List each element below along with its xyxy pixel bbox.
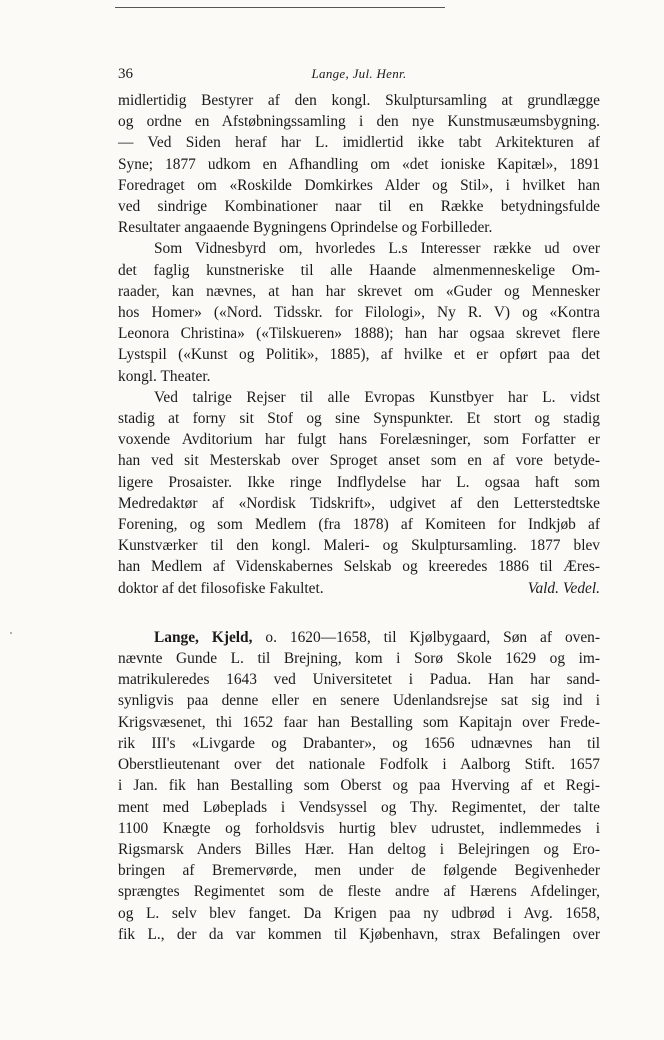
text-line: Krigsvæsenet, thi 1652 faar han Bestalling som Kapitajn over Frede- bbox=[118, 713, 600, 731]
text-line: 1100 Knægte og forholdsvis hurtig blev udrustet, indlemmedes i bbox=[118, 819, 600, 837]
text-line: ved sindrige Kombinationer naar til en Række betydningsfulde bbox=[118, 198, 600, 216]
text-line: Foredraget om «Roskilde Domkirkes Alder og Stil», i hvilket han bbox=[118, 176, 600, 194]
ink-speck bbox=[10, 632, 12, 634]
text-line: hos Homer» («Nord. Tidsskr. for Filologi», Ny R. V) og «Kontra bbox=[118, 304, 600, 322]
entry-headword: Lange, Kjeld, bbox=[154, 628, 253, 646]
entry-lange-jul-henr bbox=[118, 90, 600, 599]
text-line: han Medlem af Videnskabernes Selskab og kreeredes 1886 til Æres- bbox=[118, 558, 600, 576]
text-line: Kunstværker til den kongl. Maleri- og Skulptursamling. 1877 blev bbox=[118, 537, 600, 555]
text-line: Lystspil («Kunst og Politik», 1885), af hvilke et er opført paa det bbox=[118, 346, 600, 364]
text-line: bringen af Bremervørde, men under de følgende Begivenheder bbox=[118, 862, 600, 880]
text-line bbox=[118, 627, 600, 648]
text-line: raader, kan nævnes, at han har skrevet om «Guder og Mennesker bbox=[118, 282, 600, 300]
text-line: doktor af det filosofiske Fakultet. bbox=[118, 579, 324, 597]
text-line: Ved talrige Rejser til alle Evropas Kunstbyer har L. vidst bbox=[154, 388, 600, 406]
text-line: voxende Avditorium har fulgt hans Forelæsninger, som Forfatter er bbox=[118, 431, 600, 449]
text-line: rik III's «Livgarde og Drabanter», og 1656 udnævnes han til bbox=[118, 734, 600, 752]
page-body bbox=[118, 66, 600, 945]
text-line: sprængtes Regimentet som de fleste andre af Hærens Afdelinger, bbox=[118, 883, 600, 901]
text-line: stadig at forny sit Stof og sine Synspunkter. Et stort og stadig bbox=[118, 410, 600, 428]
top-rule bbox=[115, 7, 445, 8]
text-line: det faglig kunstneriske til alle Haande almenmenneskelige Om- bbox=[118, 261, 600, 279]
text-line: og ordne en Afstøbningssamling i den nye Kunstmusæumsbygning. bbox=[118, 113, 600, 131]
text-line: ligere Prosaister. Ikke ringe Indflydelse har L. ogsaa haft som bbox=[118, 473, 600, 491]
entry-lange-kjeld bbox=[118, 627, 600, 945]
text-line: i Jan. fik han Bestalling som Oberst og paa Hverving af et Regi- bbox=[118, 777, 600, 795]
page-header bbox=[118, 66, 600, 90]
page-number: 36 bbox=[118, 66, 133, 82]
text-line-with-signature bbox=[118, 578, 600, 599]
text-line: kongl. Theater. bbox=[118, 367, 211, 385]
headword-continuation: o. 1620—1658, til Kjølbygaard, Søn af oven- bbox=[252, 628, 600, 646]
author-signature: Vald. Vedel. bbox=[527, 579, 600, 597]
text-line: matrikuleredes 1643 ved Universitetet i Padua. Han har sand- bbox=[118, 671, 600, 689]
entry-gap bbox=[118, 599, 600, 627]
text-line: Oberstlieutenant over det nationale Fodfolk i Aalborg Stift. 1657 bbox=[118, 756, 600, 774]
running-head: Lange, Jul. Henr. bbox=[311, 66, 407, 81]
text-line: Rigsmarsk Anders Billes Hær. Han deltog i Belejringen og Ero- bbox=[118, 840, 600, 858]
text-line: Syne; 1877 udkom en Afhandling om «det ioniske Kapitæl», 1891 bbox=[118, 155, 600, 173]
text-line: Som Vidnesbyrd om, hvorledes L.s Interesser række ud over bbox=[154, 240, 600, 258]
text-line: han ved sit Mesterskab over Sproget anset som en af vore betyde- bbox=[118, 452, 600, 470]
text-line: — Ved Siden heraf har L. imidlertid ikke tabt Arkitekturen af bbox=[118, 134, 600, 152]
text-line: Leonora Christina» («Tilskueren» 1888); han har ogsaa skrevet flere bbox=[118, 325, 600, 343]
text-line: og L. selv blev fanget. Da Krigen paa ny udbrød i Avg. 1658, bbox=[118, 904, 600, 922]
text-line: Resultater angaaende Bygningens Oprindelse og Forbilleder. bbox=[118, 219, 493, 237]
text-line: ment med Løbeplads i Vendsyssel og Thy. Regimentet, der talte bbox=[118, 798, 600, 816]
text-line: synligvis paa denne eller en senere Udenlandsrejse sat sig ind i bbox=[118, 692, 600, 710]
text-line: fik L., der da var kommen til Kjøbenhavn, strax Befalingen over bbox=[118, 925, 600, 943]
text-line: midlertidig Bestyrer af den kongl. Skulptursamling at grundlægge bbox=[118, 92, 600, 109]
text-line: nævnte Gunde L. til Brejning, kom i Sorø Skole 1629 og im- bbox=[118, 650, 600, 668]
text-line: Forening, og som Medlem (fra 1878) af Komiteen for Indkjøb af bbox=[118, 516, 600, 534]
text-line: Medredaktør af «Nordisk Tidskrift», udgivet af den Letterstedtske bbox=[118, 494, 600, 512]
